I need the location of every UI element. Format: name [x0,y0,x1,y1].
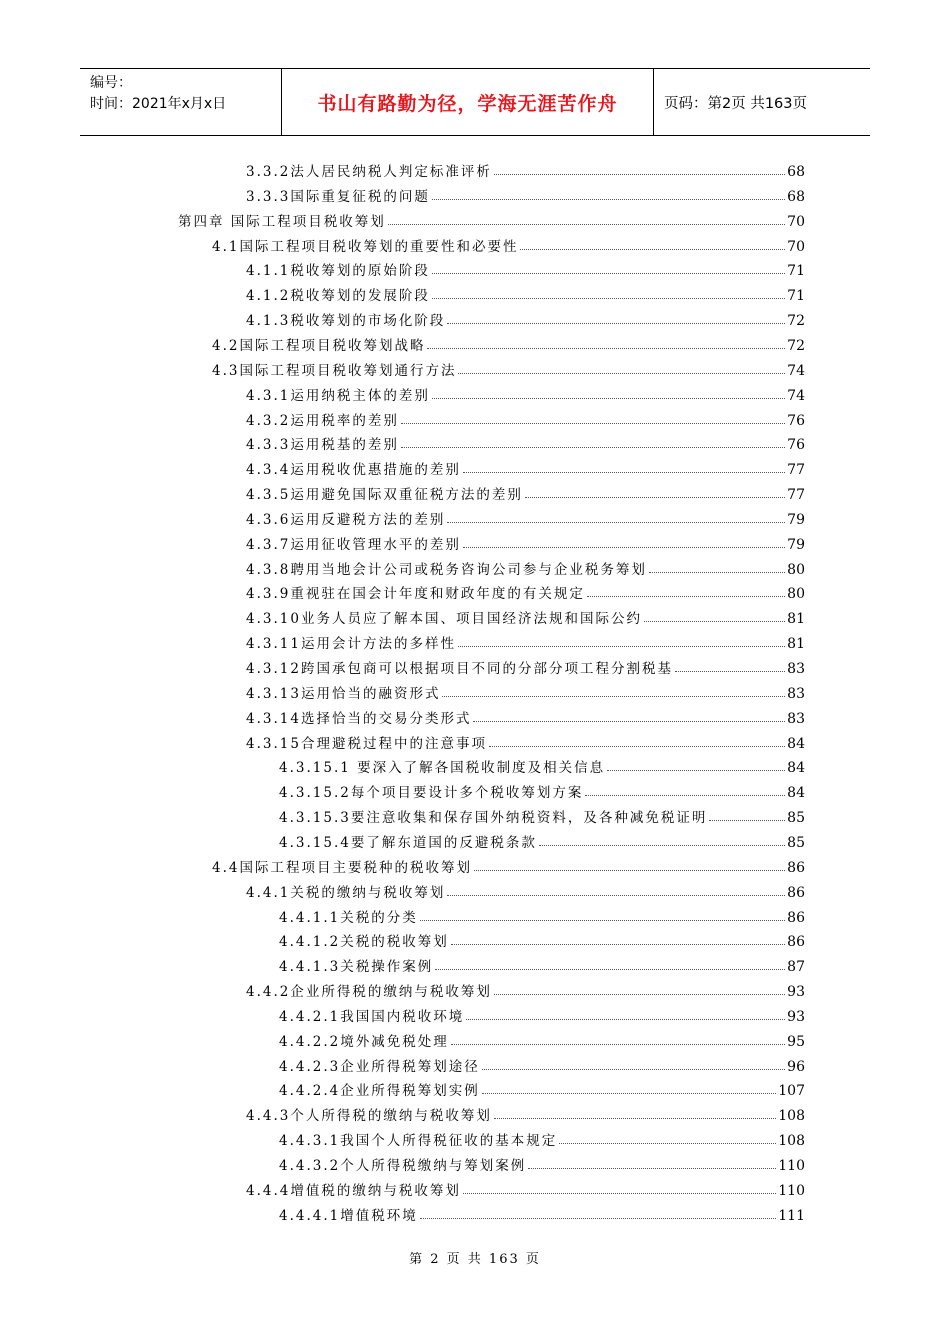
toc-entry-page-number: 86 [787,859,805,876]
toc-entry[interactable] [246,630,805,652]
header-motto-cell [282,69,654,135]
toc-entry[interactable] [246,282,805,304]
toc-entry-title: 4.3.7运用征收管理水平的差别 [246,536,461,553]
toc-entry-page-number: 83 [787,710,805,727]
toc-entry-title: 4.3.15.4要了解东道国的反避税条款 [279,834,537,851]
toc-dot-leader [489,746,785,747]
page-footer: 第 2 页 共 163 页 [409,1252,541,1267]
toc-entry-page-number: 93 [787,984,805,1001]
toc-dot-leader [463,547,785,548]
toc-entry-page-number: 72 [787,313,805,330]
toc-entry-page-number: 70 [787,238,805,255]
toc-entry[interactable] [246,605,805,627]
toc-entry-page-number: 85 [787,810,805,827]
toc-entry-title: 4.3.15.1 要深入了解各国税收制度及相关信息 [279,760,606,777]
toc-entry[interactable] [279,1077,805,1099]
toc-entry[interactable] [212,332,805,354]
toc-dot-leader [474,870,785,871]
toc-entry-page-number: 83 [787,685,805,702]
header-page-info: 页码：第2页 共163页 [664,95,808,112]
toc-entry[interactable] [246,1102,805,1124]
toc-entry[interactable] [212,233,805,255]
toc-entry-page-number: 74 [787,362,805,379]
toc-entry-page-number: 76 [787,412,805,429]
toc-dot-leader [458,373,785,374]
toc-entry-page-number: 110 [778,1182,805,1199]
toc-entry-page-number: 87 [787,959,805,976]
toc-entry-title: 4.4.3.2个人所得税缴纳与筹划案例 [279,1158,527,1174]
toc-entry-page-number: 70 [787,213,805,230]
toc-dot-leader [388,224,785,225]
toc-entry-title: 4.3.12跨国承包商可以根据项目不同的分部分项工程分割税基 [246,661,673,677]
toc-dot-leader [435,969,785,970]
toc-entry-title: 4.3.14选择恰当的交易分类形式 [246,710,472,727]
toc-entry[interactable] [279,1152,805,1174]
toc-entry[interactable] [246,382,805,404]
toc-dot-leader [463,472,785,473]
toc-entry-page-number: 110 [778,1158,805,1174]
toc-entry-title: 4.4.2.4企业所得税筹划实例 [279,1083,480,1100]
toc-entry-title: 4.1.2税收筹划的发展阶段 [246,288,430,305]
toc-entry-title: 4.4.1.2关税的税收筹划 [279,934,449,951]
toc-entry-title: 4.3.2运用税率的差别 [246,412,399,429]
toc-entry-title: 4.3.10业务人员应了解本国、项目国经济法规和国际公约 [246,611,642,628]
toc-entry[interactable] [246,680,805,702]
toc-entry-page-number: 68 [787,188,805,205]
toc-dot-leader [427,348,785,349]
toc-dot-leader [644,621,785,622]
toc-entry[interactable] [246,1177,805,1199]
toc-entry-title: 4.3国际工程项目税收筹划通行方法 [212,362,457,379]
toc-dot-leader [528,1168,776,1169]
toc-entry-page-number: 85 [787,834,805,851]
toc-dot-leader [451,1044,785,1045]
toc-entry-page-number: 71 [787,288,805,305]
toc-entry[interactable] [246,158,805,180]
toc-dot-leader [447,323,785,324]
toc-entry[interactable] [279,1053,805,1075]
toc-entry[interactable] [279,829,805,851]
toc-entry-page-number: 74 [787,387,805,404]
toc-entry-title: 4.1国际工程项目税收筹划的重要性和必要性 [212,238,519,255]
toc-entry-title: 4.3.1运用纳税主体的差别 [246,387,430,404]
toc-dot-leader [451,944,785,945]
toc-dot-leader [401,423,785,424]
toc-entry[interactable] [246,556,805,578]
toc-entry[interactable] [279,754,805,776]
toc-entry[interactable] [279,1202,805,1224]
toc-dot-leader [607,770,785,771]
toc-dot-leader [675,671,785,672]
toc-entry[interactable] [279,928,805,950]
toc-dot-leader [559,1143,776,1144]
toc-entry-page-number: 68 [787,164,805,180]
toc-entry-title: 4.4.2企业所得税的缴纳与税收筹划 [246,984,492,1001]
toc-entry-page-number: 83 [787,661,805,677]
toc-entry[interactable] [212,357,805,379]
toc-entry-title: 4.4.4增值税的缴纳与税收筹划 [246,1182,461,1199]
toc-entry-page-number: 107 [778,1083,805,1100]
toc-entry-page-number: 76 [787,437,805,454]
toc-dot-leader [458,646,785,647]
toc-entry-page-number: 93 [787,1008,805,1025]
toc-entry[interactable] [246,456,805,478]
toc-entry[interactable] [279,779,805,801]
toc-dot-leader [649,572,785,573]
toc-entry[interactable] [246,506,805,528]
toc-entry[interactable] [246,730,805,752]
toc-dot-leader [447,895,785,896]
document-date-label: 时间：2021年x月x日 [90,96,227,112]
toc-entry-title: 4.4.2.1我国国内税收环境 [279,1008,465,1025]
toc-entry-title: 4.4.3个人所得税的缴纳与税收筹划 [246,1108,492,1125]
toc-entry-title: 4.3.6运用反避税方法的差别 [246,511,446,528]
toc-entry-page-number: 86 [787,934,805,951]
header-meta [80,69,282,135]
toc-entry[interactable] [279,804,805,826]
toc-dot-leader [401,447,785,448]
toc-entry[interactable] [279,904,805,926]
header-page-info-cell [654,69,870,135]
toc-entry[interactable] [246,879,805,901]
toc-entry-title: 第四章 国际工程项目税收筹划 [178,213,386,230]
toc-dot-leader [463,1193,776,1194]
toc-entry[interactable] [279,1127,805,1149]
toc-entry-page-number: 77 [787,487,805,504]
toc-entry[interactable] [246,531,805,553]
toc-entry-title: 4.3.11运用会计方法的多样性 [246,636,456,653]
toc-entry-page-number: 80 [787,561,805,578]
toc-entry-title: 4.4.4.1增值税环境 [279,1207,418,1224]
toc-entry[interactable] [246,307,805,329]
toc-entry-title: 4.4.1关税的缴纳与税收筹划 [246,884,446,901]
toc-entry-title: 4.3.9重视驻在国会计年度和财政年度的有关规定 [246,586,585,603]
toc-entry-title: 4.4.1.3关税操作案例 [279,959,434,976]
toc-dot-leader [482,1093,777,1094]
toc-entry[interactable] [246,655,805,677]
toc-dot-leader [420,920,785,921]
toc-entry-title: 4.3.15.3要注意收集和保存国外纳税资料，及各种减免税证明 [279,810,708,827]
toc-entry-title: 4.4.3.1我国个人所得税征收的基本规定 [279,1133,558,1150]
toc-dot-leader [494,994,785,995]
toc-dot-leader [420,1218,777,1219]
toc-dot-leader [466,1019,785,1020]
toc-entry[interactable] [246,481,805,503]
toc-entry-title: 4.1.3税收筹划的市场化阶段 [246,313,446,330]
toc-entry-title: 4.4.2.2境外减免税处理 [279,1033,449,1050]
toc-entry-title: 4.3.13运用恰当的融资形式 [246,685,441,702]
toc-entry-page-number: 77 [787,462,805,479]
toc-dot-leader [494,174,785,175]
toc-entry-title: 4.3.5运用避免国际双重征税方法的差别 [246,487,523,504]
toc-dot-leader [494,1118,776,1119]
toc-entry[interactable] [279,1003,805,1025]
toc-entry-page-number: 108 [778,1133,805,1150]
toc-entry-title: 4.4.2.3企业所得税筹划途径 [279,1058,480,1075]
toc-entry[interactable] [246,407,805,429]
toc-dot-leader [447,522,785,523]
toc-dot-leader [587,596,785,597]
toc-entry[interactable] [246,580,805,602]
toc-entry-page-number: 84 [787,760,805,777]
toc-entry[interactable] [246,257,805,279]
toc-dot-leader [482,1069,785,1070]
toc-entry-page-number: 96 [787,1058,805,1075]
toc-entry-title: 4.1.1税收筹划的原始阶段 [246,263,430,280]
document-code-label: 编号： [90,75,132,91]
toc-entry[interactable] [279,1028,805,1050]
toc-entry[interactable] [178,208,805,230]
toc-dot-leader [473,721,785,722]
toc-entry-title: 4.3.15合理避税过程中的注意事项 [246,735,487,752]
toc-dot-leader [442,696,785,697]
toc-entry-page-number: 108 [778,1108,805,1125]
toc-entry-page-number: 71 [787,263,805,280]
toc-entry-page-number: 80 [787,586,805,603]
toc-entry[interactable] [246,705,805,727]
toc-dot-leader [585,795,785,796]
toc-dot-leader [709,820,785,821]
toc-entry-title: 4.2国际工程项目税收筹划战略 [212,337,426,354]
toc-entry-title: 4.3.4运用税收优惠措施的差别 [246,462,461,479]
toc-entry-page-number: 79 [787,536,805,553]
toc-entry-title: 4.4.1.1关税的分类 [279,909,418,926]
toc-entry-title: 4.3.8聘用当地会计公司或税务咨询公司参与企业税务筹划 [246,561,647,578]
toc-dot-leader [432,273,785,274]
toc-entry-page-number: 84 [787,785,805,802]
toc-entry-page-number: 86 [787,884,805,901]
toc-entry-page-number: 111 [778,1207,805,1224]
toc-entry-title: 4.4国际工程项目主要税种的税收筹划 [212,859,472,876]
toc-entry-page-number: 72 [787,337,805,354]
toc-entry-page-number: 86 [787,909,805,926]
toc-entry-title: 3.3.2法人居民纳税人判定标准评析 [246,164,492,180]
toc-entry-page-number: 81 [787,636,805,653]
toc-dot-leader [432,298,785,299]
header-motto: 书山有路勤为径，学海无涯苦作舟 [317,92,618,115]
toc-entry-page-number: 81 [787,611,805,628]
toc-dot-leader [432,398,785,399]
toc-dot-leader [432,199,785,200]
page-header [80,68,870,136]
toc-entry-page-number: 95 [787,1033,805,1050]
toc-entry-page-number: 79 [787,511,805,528]
toc-dot-leader [525,497,785,498]
toc-entry[interactable] [246,183,805,205]
toc-entry-title: 4.3.3运用税基的差别 [246,437,399,454]
toc-dot-leader [539,845,785,846]
toc-entry[interactable] [246,978,805,1000]
toc-entry[interactable] [212,854,805,876]
toc-entry[interactable] [279,953,805,975]
toc-entry-page-number: 84 [787,735,805,752]
toc-entry-title: 4.3.15.2每个项目要设计多个税收筹划方案 [279,785,584,802]
toc-entry-title: 3.3.3国际重复征税的问题 [246,188,430,205]
toc-entry[interactable] [246,431,805,453]
toc-dot-leader [520,249,785,250]
